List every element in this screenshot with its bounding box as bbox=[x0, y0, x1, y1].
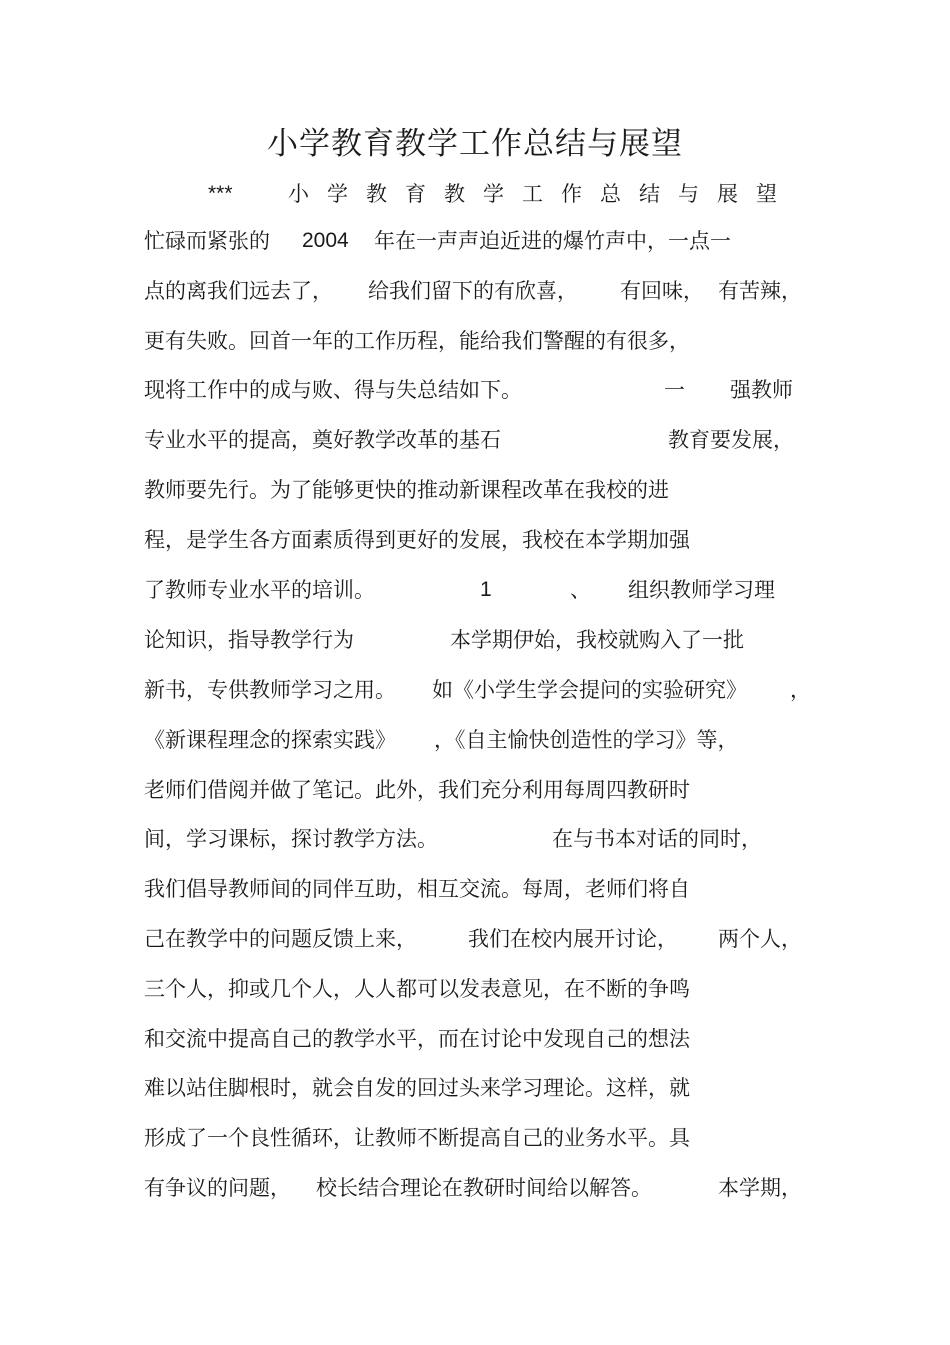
item-heading: 组织教师学习理 bbox=[628, 578, 775, 602]
text-segment: 老师们借阅并做了笔记。此外，我们充分利用每周四教研时 bbox=[144, 778, 690, 802]
section-number: 一 bbox=[664, 378, 685, 402]
text-segment: 三个人，抑或几个人，人人都可以发表意见，在不断的争鸣 bbox=[144, 977, 690, 1001]
text-segment: ，《自主愉快创造性的学习》等， bbox=[434, 728, 739, 752]
text-segment: 更有失败。回首一年的工作历程，能给我们警醒的有很多， bbox=[144, 329, 690, 353]
text-segment: 给我们留下的有欣喜， bbox=[368, 279, 578, 303]
text-segment: 有争议的问题， bbox=[144, 1176, 291, 1200]
text-segment: 《新课程理念的探索实践》 bbox=[144, 728, 396, 752]
section-heading: 强教师 bbox=[730, 378, 793, 402]
item-heading: 论知识，指导教学行为 bbox=[144, 628, 354, 652]
text-segment: 点的离我们远去了， bbox=[144, 279, 333, 303]
text-segment: 年在一声声迫近进的爆竹声中，一点一 bbox=[374, 229, 731, 253]
section-heading: 专业水平的提高，奠好教学改革的基石 bbox=[144, 428, 501, 452]
text-segment: 有回味， bbox=[620, 279, 704, 303]
subtitle-text: 小学教育教学工作总结与展望 bbox=[288, 182, 795, 206]
text-segment: 我们在校内展开讨论， bbox=[468, 927, 678, 951]
subtitle-marker: *** bbox=[208, 182, 233, 205]
text-segment: 有苦辣， bbox=[718, 279, 802, 303]
text-segment: 难以站住脚根时，就会自发的回过头来学习理论。这样，就 bbox=[144, 1076, 690, 1100]
text-segment: 本学期， bbox=[718, 1176, 802, 1200]
item-number: 1 bbox=[480, 578, 492, 601]
text-segment: 新书，专供教师学习之用。 bbox=[144, 678, 396, 702]
text-segment: 本学期伊始，我校就购入了一批 bbox=[450, 628, 744, 652]
text-segment: 教师要先行。为了能够更快的推动新课程改革在我校的进 bbox=[144, 478, 669, 502]
text-segment: 忙碌而紧张的 bbox=[144, 229, 270, 253]
text-segment: 和交流中提高自己的教学水平，而在讨论中发现自己的想法 bbox=[144, 1027, 690, 1051]
text-segment: 间，学习课标，探讨教学方法。 bbox=[144, 827, 438, 851]
text-segment: 形成了一个良性循环，让教师不断提高自己的业务水平。具 bbox=[144, 1126, 690, 1150]
text-segment: 程，是学生各方面素质得到更好的发展，我校在本学期加强 bbox=[144, 528, 690, 552]
text-segment: 两个人， bbox=[718, 927, 802, 951]
text-segment: 了教师专业水平的培训。 bbox=[144, 578, 375, 602]
item-separator: 、 bbox=[570, 578, 591, 602]
text-segment: 校长结合理论在教研时间给以解答。 bbox=[316, 1176, 652, 1200]
text-segment: 在与书本对话的同时， bbox=[552, 827, 762, 851]
text-segment: 现将工作中的成与败、得与失总结如下。 bbox=[144, 378, 522, 402]
document-title: 小学教育教学工作总结与展望 bbox=[267, 126, 683, 162]
text-segment: ， bbox=[790, 678, 811, 702]
year-number: 2004 bbox=[302, 229, 349, 252]
text-segment: 教育要发展， bbox=[668, 428, 794, 452]
text-segment: 己在教学中的问题反馈上来， bbox=[144, 927, 417, 951]
text-segment: 我们倡导教师间的同伴互助，相互交流。每周，老师们将自 bbox=[144, 877, 690, 901]
text-segment: 如《小学生学会提问的实验研究》 bbox=[432, 678, 747, 702]
